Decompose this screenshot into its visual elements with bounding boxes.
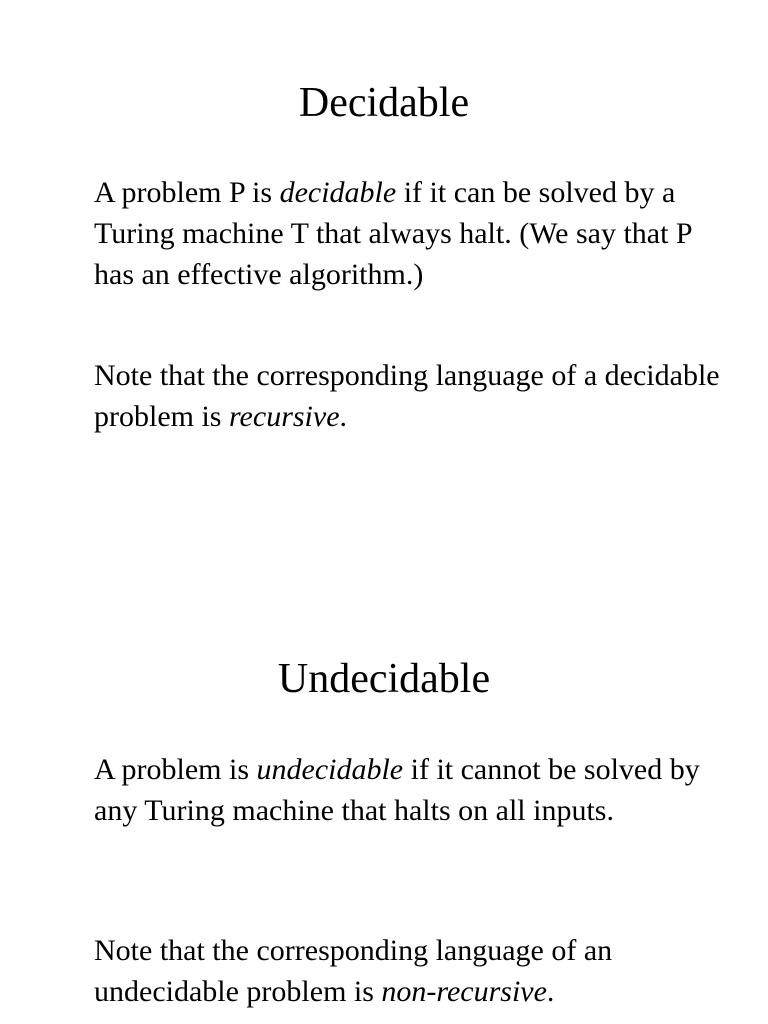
note-paragraph [94,355,734,437]
emphasized-term: undecidable [256,753,404,786]
paragraph-text: if it can be solved by a Turing machine T that always halt. (We say that P has an effective algorithm.) [94,176,692,291]
note-paragraph [94,930,734,1012]
emphasized-term: non-recursive [381,975,547,1008]
emphasized-term: recursive [229,400,340,433]
definition-paragraph [94,749,734,831]
paragraph-text: A problem P is [94,176,280,209]
paragraph-text: A problem is [94,753,257,786]
paragraph-text: if it cannot be solved by any Turing machine that halts on all inputs. [94,753,700,827]
paragraph-text: . [339,400,348,433]
paragraph-text: Note that the corresponding language of an undecidable problem is [94,934,613,1008]
paragraph-text: . [546,975,555,1008]
definition-paragraph [94,172,734,295]
emphasized-term: decidable [279,176,397,209]
paragraph-text: Note that the corresponding language of a decidable problem is [94,359,720,433]
slide-title: Undecidable [277,656,491,702]
slide-title: Decidable [298,80,470,126]
slide-undecidable [0,577,768,1024]
